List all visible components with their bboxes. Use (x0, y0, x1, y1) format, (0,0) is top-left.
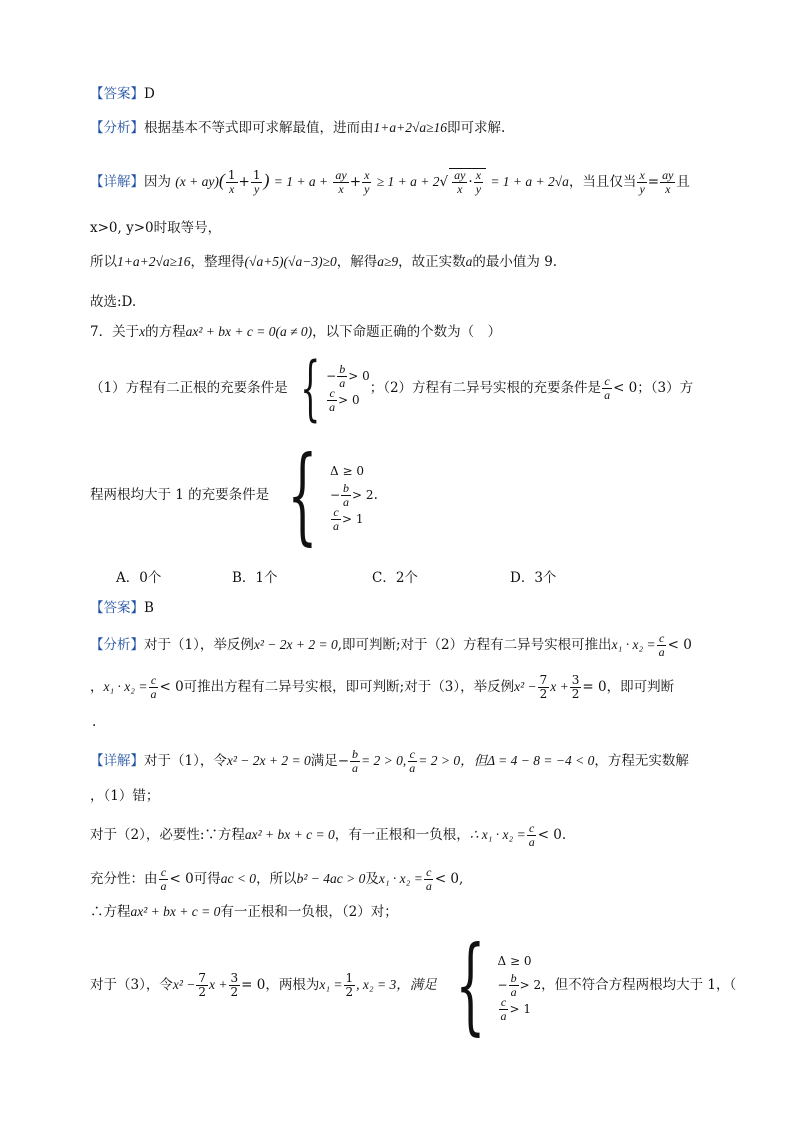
system-two-positive: { − $\frac{b}{a}$ > 0 $\frac{c}{a}$ > 0 (299, 347, 370, 429)
q6-answer-line (90, 84, 155, 104)
detail-tag: 【详解】 (90, 174, 144, 190)
expr-left: (x + ay) (175, 174, 219, 189)
expr-mid1: = 1 + a + (273, 174, 329, 189)
q6-detail-text3: 且 (676, 174, 690, 190)
option-b: B．1个 (232, 570, 278, 586)
q6-detail-line3: 所以1+a+2√a≥16，整理得(√a+5)(√a−3)≥0，解得a≥9，故正实数a的最小值为 9. (90, 254, 558, 270)
q7-detail-line4: 充分性：由 $\frac{c}{a}$ < 0可得ac < 0，所以b² − 4ac > 0及x₁ · x₂ = $\frac{c}{a}$ < 0, (90, 865, 464, 893)
frac-1-y: $\frac{1}{y}$ (252, 168, 261, 196)
option-a: A．0个 (116, 570, 162, 586)
detail-tag-2: 【详解】 (90, 753, 144, 769)
q6-detail-text2: ，当且仅当 (568, 174, 637, 190)
q6-detail-line1: 【详解】因为 (x + ay)( $\frac{1}{x}$ + $\frac{1}{y}$ ) = 1 + a + $\frac{ay}{x}$ + $\frac{x}{y}$ ≥ 1 + a + 2√ $\frac{ay}{x}$ · $\frac{x}{y}$ = 1 + a + 2√a，当且仅当 $\frac{x}{y}$ = $\frac{ay}{x}$ 且 (90, 168, 690, 196)
q6-answer: D (144, 86, 155, 102)
expr-mid4: = 1 + a + 2√a (490, 174, 569, 189)
option-d: D．3个 (510, 570, 557, 586)
q7-detail-line3: 对于（2），必要性:∵方程ax² + bx + c = 0，有一正根和一负根，∴ x₁ · x₂ = $\frac{c}{a}$ < 0. (90, 821, 567, 849)
answer-tag-2: 【答案】 (90, 600, 144, 616)
q7-detail-line6: 对于（3），令 x² − $\frac{7}{2}$ x + $\frac{3}{2}$ = 0，两根为 x₁ = $\frac{1}{2}$ , x₂ = 3，满足 { Δ ≥ 0 − $\frac{b}{a}$ > 2 $\frac{c}{a}$ > 1 ，但不符合方程两根均大于 1，（ (90, 923, 737, 1046)
q6-detail-line2-text: x>0, y>0时取等号， (90, 220, 222, 236)
q6-conclusion: 故选:D. (90, 294, 137, 310)
q7-answer: B (144, 600, 154, 616)
q7-detail-line5: ∴方程ax² + bx + c = 0有一正根和一负根，（2）对； (90, 904, 398, 920)
q6-analysis-tail: 即可求解. (447, 120, 506, 136)
q7-cond-line1: （1）方程有二正根的充要条件是 { − $\frac{b}{a}$ > 0 $\frac{c}{a}$ > 0 ；（2）方程有二异号实根的充要条件是 $\frac{c}{a}$ < 0；（3）方 (90, 347, 694, 429)
frac-x-y: $\frac{x}{y}$ (364, 168, 370, 196)
q7-cond-line2: 程两根均大于 1 的充要条件是 { Δ ≥ 0 − $\frac{b}{a}$ > 2 $\frac{c}{a}$ > 1 . (90, 433, 378, 556)
option-c: C．2个 (372, 570, 418, 586)
analysis-tag: 【分析】 (90, 120, 144, 136)
sqrt-product: $\frac{ay}{x}$ · $\frac{x}{y}$ (449, 168, 486, 196)
answer-tag: 【答案】 (90, 86, 144, 102)
q7-analysis-line1: 【分析】对于（1），举反例x² − 2x + 2 = 0,即可判断;对于（2）方程有二异号实根可推出x₁ · x₂ = $\frac{c}{a}$ < 0 (90, 631, 692, 659)
analysis-tag-2: 【分析】 (90, 637, 144, 653)
q7-detail-line2: ，（1）错； (90, 788, 160, 804)
q6-analysis-text: 根据基本不等式即可求解最值，进而由 (144, 120, 374, 136)
q7-detail-line1: 【详解】对于（1），令x² − 2x + 2 = 0满足− $\frac{b}{a}$ = 2 > 0, $\frac{c}{a}$ = 2 > 0，但Δ = 4 − 8 = −4 < 0，方程无实数解 (90, 747, 689, 775)
q7-analysis-line2: ，x₁ · x₂ = $\frac{c}{a}$ < 0可推出方程有二异号实根，即可判断;对于（3），举反例x² − $\frac{7}{2}$ x + $\frac{3}{2}$ = 0，即可判断 (90, 673, 675, 701)
q7-answer-line (90, 598, 154, 618)
q6-analysis-line (90, 118, 505, 138)
q6-detail-line2 (90, 218, 221, 238)
q7-analysis-line3: . (92, 714, 97, 730)
q6-detail-text1: 因为 (144, 174, 171, 190)
expr-mid3: ≥ 1 + a + 2 (376, 174, 440, 189)
frac-1-x: $\frac{1}{x}$ (227, 168, 236, 196)
system-roots-gt-1: { Δ ≥ 0 − $\frac{b}{a}$ > 2 $\frac{c}{a}$ > 1 (287, 433, 374, 556)
system-detail-3: { Δ ≥ 0 − $\frac{b}{a}$ > 2 $\frac{c}{a}$ > 1 (455, 923, 542, 1046)
q6-analysis-expr: 1+a+2√a≥16 (373, 120, 448, 135)
q7-stem: 7．关于x的方程ax² + bx + c = 0(a ≠ 0)，以下命题正确的个数为（ ） (90, 324, 502, 340)
frac-ay-x: $\frac{ay}{x}$ (335, 168, 347, 196)
